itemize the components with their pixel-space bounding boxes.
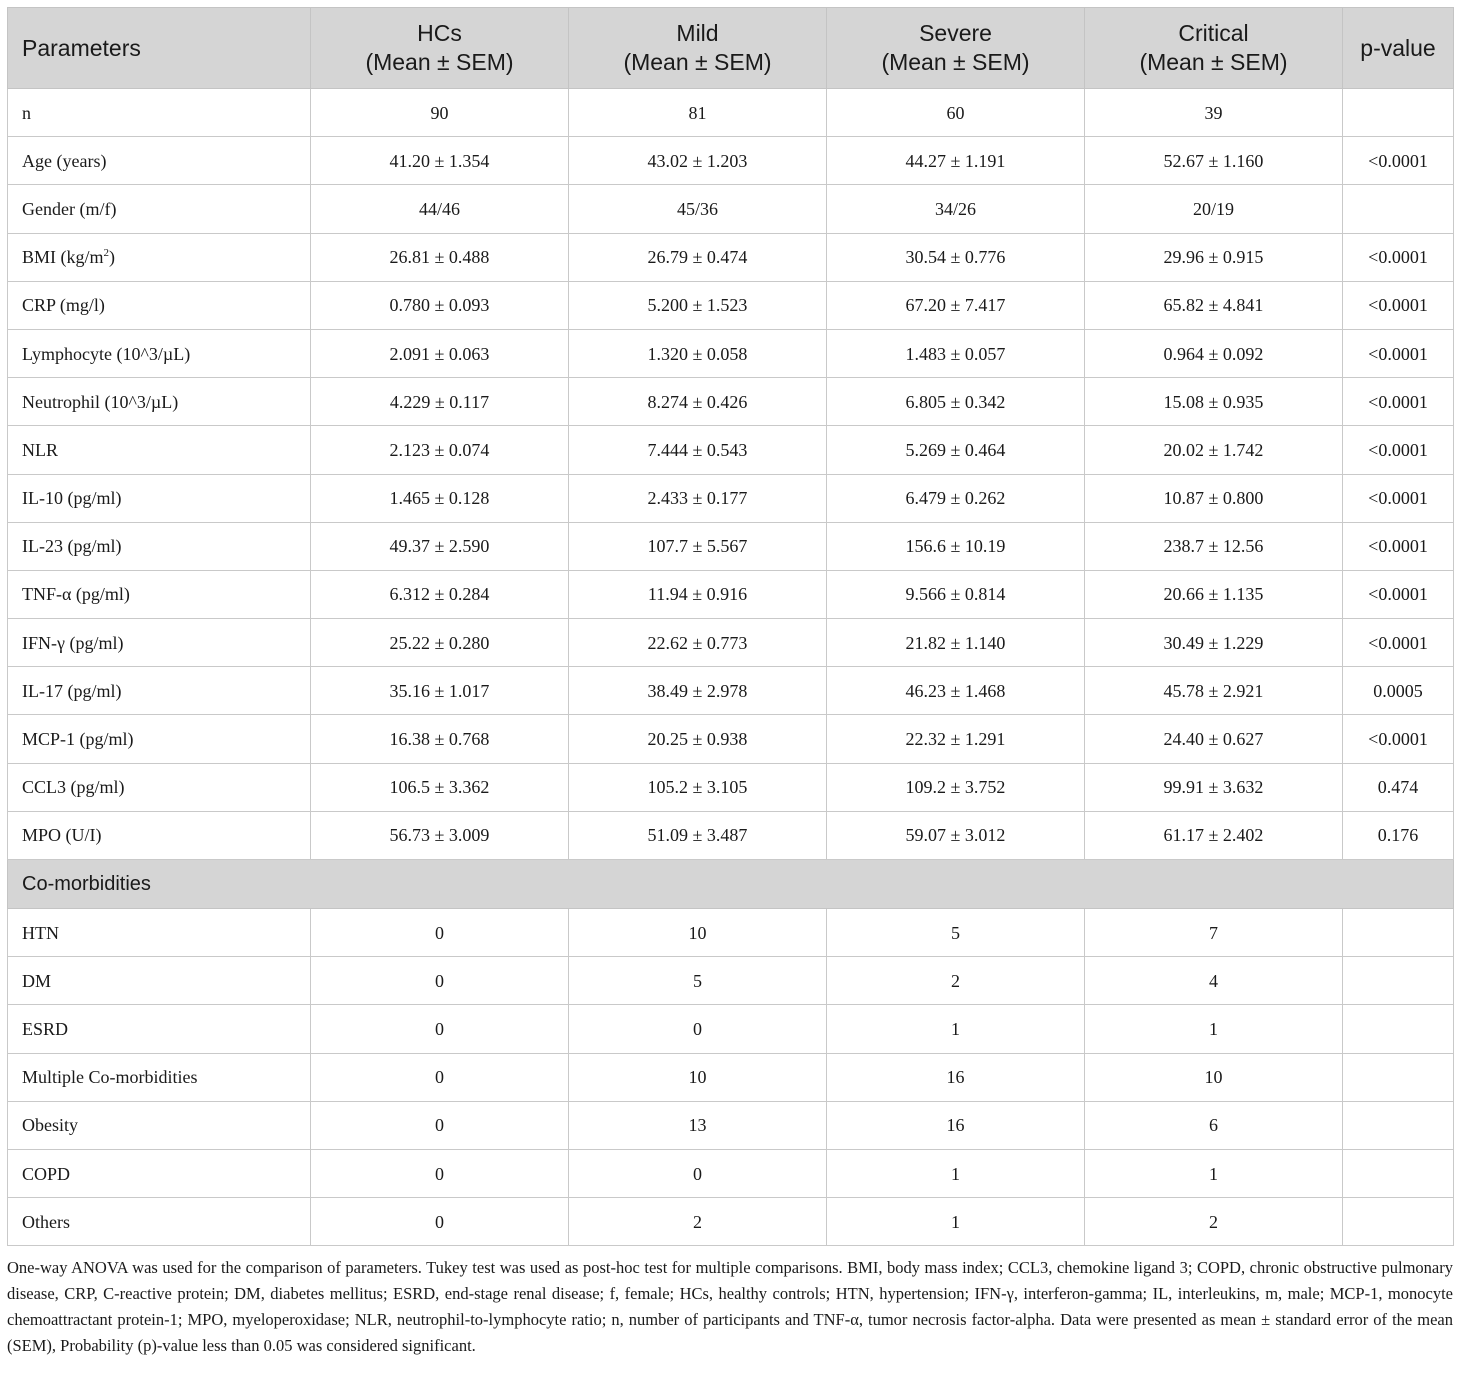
severe-cell: 1: [827, 1005, 1085, 1053]
critical-cell: 238.7 ± 12.56: [1085, 522, 1343, 570]
severe-cell: 6.805 ± 0.342: [827, 378, 1085, 426]
section-row-comorbidities: [8, 860, 1454, 909]
critical-cell: 20/19: [1085, 185, 1343, 233]
hcs-cell: 90: [311, 89, 569, 137]
mild-cell: 1.320 ± 0.058: [569, 329, 827, 377]
parameter-cell: HTN: [8, 909, 311, 957]
hcs-cell: 1.465 ± 0.128: [311, 474, 569, 522]
severe-cell: 59.07 ± 3.012: [827, 811, 1085, 859]
severe-cell: 34/26: [827, 185, 1085, 233]
hcs-cell: 0.780 ± 0.093: [311, 281, 569, 329]
hcs-cell: 16.38 ± 0.768: [311, 715, 569, 763]
hcs-cell: 0: [311, 1198, 569, 1246]
p-value-cell: [1343, 909, 1454, 957]
p-value-cell: [1343, 1053, 1454, 1101]
severe-cell: 1: [827, 1198, 1085, 1246]
critical-cell: 1: [1085, 1149, 1343, 1197]
p-value-cell: [1343, 1198, 1454, 1246]
severe-cell: 109.2 ± 3.752: [827, 763, 1085, 811]
severe-cell: 6.479 ± 0.262: [827, 474, 1085, 522]
parameter-cell: MCP-1 (pg/ml): [8, 715, 311, 763]
severe-cell: 9.566 ± 0.814: [827, 570, 1085, 618]
critical-cell: 29.96 ± 0.915: [1085, 233, 1343, 281]
mild-cell: 20.25 ± 0.938: [569, 715, 827, 763]
severe-cell: 60: [827, 89, 1085, 137]
p-value-cell: <0.0001: [1343, 619, 1454, 667]
table-row: [8, 89, 1454, 137]
table-footnote: One-way ANOVA was used for the comparison of parameters. Tukey test was used as post-hoc test for multiple comparisons. BMI, body mass index; CCL3, chemokine ligand 3; COPD, chronic obstructive pulmonary disease, CRP, C-reactive protein; DM, diabetes mellitus; ESRD, end-stage renal disease; f, female; HCs, healthy controls; HTN, hypertension; IFN-γ, interferon-gamma; IL, interleukins, m, male; MCP-1, monocyte chemoattractant protein-1; MPO, myeloperoxidase; NLR, neutrophil-to-lymphocyte ratio; n, number of participants and TNF-α, tumor necrosis factor-alpha. Data were presented as mean ± standard error of the mean (SEM), Probability (p)-value less than 0.05 was considered significant.: [7, 1258, 1453, 1356]
severe-cell: 46.23 ± 1.468: [827, 667, 1085, 715]
critical-cell: 39: [1085, 89, 1343, 137]
table-row: [8, 1149, 1454, 1197]
hcs-cell: 2.123 ± 0.074: [311, 426, 569, 474]
critical-cell: 0.964 ± 0.092: [1085, 329, 1343, 377]
hcs-cell: 6.312 ± 0.284: [311, 570, 569, 618]
mild-cell: 2: [569, 1198, 827, 1246]
hcs-cell: 0: [311, 1053, 569, 1101]
table-row: [8, 715, 1454, 763]
hcs-cell: 4.229 ± 0.117: [311, 378, 569, 426]
table-row: [8, 137, 1454, 185]
parameter-cell: Obesity: [8, 1101, 311, 1149]
table-row: [8, 378, 1454, 426]
p-value-cell: [1343, 1005, 1454, 1053]
mild-cell: 22.62 ± 0.773: [569, 619, 827, 667]
table-row: [8, 1053, 1454, 1101]
parameter-cell: CRP (mg/l): [8, 281, 311, 329]
critical-cell: 6: [1085, 1101, 1343, 1149]
p-value-cell: <0.0001: [1343, 329, 1454, 377]
critical-cell: 30.49 ± 1.229: [1085, 619, 1343, 667]
parameter-cell: Gender (m/f): [8, 185, 311, 233]
mild-cell: 7.444 ± 0.543: [569, 426, 827, 474]
section-title: Co-morbidities: [8, 860, 1454, 909]
header-severe: Severe (Mean ± SEM): [827, 8, 1085, 89]
header-hcs: HCs (Mean ± SEM): [311, 8, 569, 89]
severe-cell: 1.483 ± 0.057: [827, 329, 1085, 377]
p-value-cell: 0.474: [1343, 763, 1454, 811]
p-value-cell: <0.0001: [1343, 281, 1454, 329]
hcs-cell: 35.16 ± 1.017: [311, 667, 569, 715]
table-row: [8, 329, 1454, 377]
mild-cell: 0: [569, 1149, 827, 1197]
table-row: [8, 763, 1454, 811]
table-container: [7, 7, 1453, 1376]
mild-cell: 38.49 ± 2.978: [569, 667, 827, 715]
parameter-cell: n: [8, 89, 311, 137]
parameter-cell: DM: [8, 957, 311, 1005]
severe-cell: 1: [827, 1149, 1085, 1197]
critical-cell: 10.87 ± 0.800: [1085, 474, 1343, 522]
p-value-cell: <0.0001: [1343, 426, 1454, 474]
severe-cell: 156.6 ± 10.19: [827, 522, 1085, 570]
mild-cell: 81: [569, 89, 827, 137]
hcs-cell: 0: [311, 1005, 569, 1053]
mild-cell: 8.274 ± 0.426: [569, 378, 827, 426]
p-value-cell: <0.0001: [1343, 715, 1454, 763]
critical-cell: 20.66 ± 1.135: [1085, 570, 1343, 618]
parameter-cell: IL-10 (pg/ml): [8, 474, 311, 522]
hcs-cell: 41.20 ± 1.354: [311, 137, 569, 185]
mild-cell: 11.94 ± 0.916: [569, 570, 827, 618]
p-value-cell: <0.0001: [1343, 522, 1454, 570]
parameter-cell: Neutrophil (10^3/µL): [8, 378, 311, 426]
severe-cell: 67.20 ± 7.417: [827, 281, 1085, 329]
parameter-cell: TNF-α (pg/ml): [8, 570, 311, 618]
critical-cell: 24.40 ± 0.627: [1085, 715, 1343, 763]
severe-cell: 22.32 ± 1.291: [827, 715, 1085, 763]
mild-cell: 10: [569, 1053, 827, 1101]
p-value-cell: 0.176: [1343, 811, 1454, 859]
table-row: [8, 1005, 1454, 1053]
p-value-cell: [1343, 1101, 1454, 1149]
mild-cell: 0: [569, 1005, 827, 1053]
critical-cell: 99.91 ± 3.632: [1085, 763, 1343, 811]
mild-cell: 10: [569, 909, 827, 957]
parameter-cell: NLR: [8, 426, 311, 474]
parameter-cell: CCL3 (pg/ml): [8, 763, 311, 811]
hcs-cell: 2.091 ± 0.063: [311, 329, 569, 377]
table-row: [8, 957, 1454, 1005]
parameter-cell: MPO (U/I): [8, 811, 311, 859]
p-value-cell: [1343, 185, 1454, 233]
critical-cell: 2: [1085, 1198, 1343, 1246]
severe-cell: 21.82 ± 1.140: [827, 619, 1085, 667]
mild-cell: 2.433 ± 0.177: [569, 474, 827, 522]
p-value-cell: <0.0001: [1343, 137, 1454, 185]
parameter-cell: Lymphocyte (10^3/µL): [8, 329, 311, 377]
parameter-cell: BMI $(kg/m^2)$: [8, 233, 311, 281]
table-row: [8, 185, 1454, 233]
parameter-cell: Others: [8, 1198, 311, 1246]
parameter-cell: Age (years): [8, 137, 311, 185]
comorbidities-body: [8, 909, 1454, 1246]
severe-cell: 16: [827, 1101, 1085, 1149]
hcs-cell: 106.5 ± 3.362: [311, 763, 569, 811]
parameter-cell: IFN-γ (pg/ml): [8, 619, 311, 667]
p-value-cell: [1343, 89, 1454, 137]
hcs-cell: 44/46: [311, 185, 569, 233]
severe-cell: 16: [827, 1053, 1085, 1101]
p-value-cell: [1343, 1149, 1454, 1197]
critical-cell: 52.67 ± 1.160: [1085, 137, 1343, 185]
mild-cell: 13: [569, 1101, 827, 1149]
mild-cell: 5: [569, 957, 827, 1005]
p-value-cell: 0.0005: [1343, 667, 1454, 715]
parameters-body: [8, 89, 1454, 860]
hcs-cell: 0: [311, 957, 569, 1005]
table-row: [8, 619, 1454, 667]
p-value-cell: <0.0001: [1343, 233, 1454, 281]
mild-cell: 107.7 ± 5.567: [569, 522, 827, 570]
hcs-cell: 0: [311, 909, 569, 957]
severe-cell: 30.54 ± 0.776: [827, 233, 1085, 281]
mild-cell: 45/36: [569, 185, 827, 233]
header-p-value: p-value: [1343, 8, 1454, 89]
mild-cell: 51.09 ± 3.487: [569, 811, 827, 859]
table-row: [8, 522, 1454, 570]
severe-cell: 5: [827, 909, 1085, 957]
severe-cell: 44.27 ± 1.191: [827, 137, 1085, 185]
mild-cell: 26.79 ± 0.474: [569, 233, 827, 281]
mild-cell: 43.02 ± 1.203: [569, 137, 827, 185]
critical-cell: 65.82 ± 4.841: [1085, 281, 1343, 329]
hcs-cell: 49.37 ± 2.590: [311, 522, 569, 570]
mild-cell: 105.2 ± 3.105: [569, 763, 827, 811]
header-row: [8, 8, 1454, 89]
hcs-cell: 0: [311, 1149, 569, 1197]
table-row: [8, 1101, 1454, 1149]
table-row: [8, 909, 1454, 957]
parameter-cell: Multiple Co-morbidities: [8, 1053, 311, 1101]
p-value-cell: <0.0001: [1343, 570, 1454, 618]
table-row: [8, 811, 1454, 859]
parameters-table: [7, 7, 1454, 1246]
critical-cell: 7: [1085, 909, 1343, 957]
parameter-cell: COPD: [8, 1149, 311, 1197]
severe-cell: 5.269 ± 0.464: [827, 426, 1085, 474]
p-value-cell: <0.0001: [1343, 378, 1454, 426]
comorbidities-section: [8, 860, 1454, 909]
p-value-cell: <0.0001: [1343, 474, 1454, 522]
parameter-cell: IL-17 (pg/ml): [8, 667, 311, 715]
critical-cell: 61.17 ± 2.402: [1085, 811, 1343, 859]
mild-cell: 5.200 ± 1.523: [569, 281, 827, 329]
table-row: [8, 1198, 1454, 1246]
hcs-cell: 25.22 ± 0.280: [311, 619, 569, 667]
table-row: [8, 667, 1454, 715]
parameter-cell: ESRD: [8, 1005, 311, 1053]
table-row: [8, 570, 1454, 618]
table-row: [8, 281, 1454, 329]
hcs-cell: 26.81 ± 0.488: [311, 233, 569, 281]
severe-cell: 2: [827, 957, 1085, 1005]
header-critical: Critical (Mean ± SEM): [1085, 8, 1343, 89]
critical-cell: 20.02 ± 1.742: [1085, 426, 1343, 474]
p-value-cell: [1343, 957, 1454, 1005]
header-parameters: Parameters: [8, 8, 311, 89]
parameter-cell: IL-23 (pg/ml): [8, 522, 311, 570]
hcs-cell: 56.73 ± 3.009: [311, 811, 569, 859]
header-mild: Mild (Mean ± SEM): [569, 8, 827, 89]
table-row: [8, 426, 1454, 474]
critical-cell: 10: [1085, 1053, 1343, 1101]
table-row: [8, 474, 1454, 522]
critical-cell: 1: [1085, 1005, 1343, 1053]
critical-cell: 15.08 ± 0.935: [1085, 378, 1343, 426]
critical-cell: 4: [1085, 957, 1343, 1005]
critical-cell: 45.78 ± 2.921: [1085, 667, 1343, 715]
hcs-cell: 0: [311, 1101, 569, 1149]
table-row: [8, 233, 1454, 281]
